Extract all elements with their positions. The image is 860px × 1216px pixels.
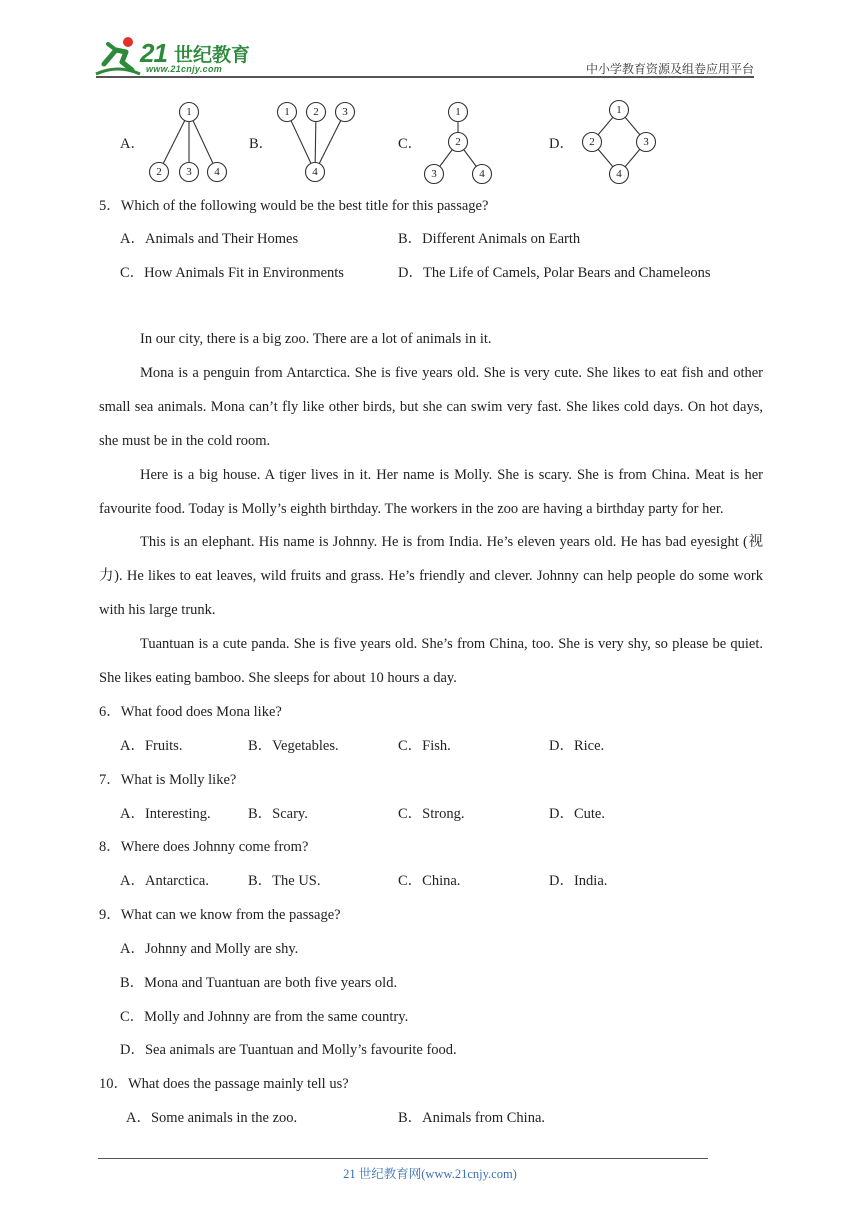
diagram-d-node-3: 3 [643,136,649,148]
runner-icon [94,34,142,78]
diagram-c [420,98,500,186]
q5-option-b: B．Different Animals on Earth [398,231,581,247]
q6-option-b: B．Vegetables. [248,738,339,754]
q6-option-a: A．Fruits. [120,738,183,754]
q5-option-a: A．Animals and Their Homes [120,231,299,247]
q5-option-d: D．The Life of Camels, Polar Bears and Chameleons [398,265,711,281]
q9-stem: 9．What can we know from the passage? [99,907,341,923]
option-b-label: B． [249,136,274,152]
diagram-b-node-4: 4 [312,166,318,178]
q8-option-d: D．India. [549,873,608,889]
diagram-d [574,96,664,188]
option-a-label: A． [120,136,145,152]
q7-option-c: C．Strong. [398,806,465,822]
diagram-b-node-1: 1 [284,106,290,118]
q10-option-b: B．Animals from China. [398,1110,546,1126]
q8-option-c: C．China. [398,873,461,889]
passage-paragraph: Here is a big house. A tiger lives in it. Her name is Molly. She is scary. She is from China. Meat is her favourite food. Today is Molly’s eighth birthday. The workers in the zoo are having a birthday party for her. [99,467,763,517]
q8-option-a: A．Antarctica. [120,873,209,889]
diagram-c-node-4: 4 [479,168,485,180]
passage-paragraph: In our city, there is a big zoo. There are a lot of animals in it. [140,331,492,347]
diagram-c-node-3: 3 [431,168,437,180]
passage-paragraph: Mona is a penguin from Antarctica. She is five years old. She is very cute. She likes to eat fish and other small sea animals. Mona can’t fly like other birds, but she can swim very fast. She likes cold days. On hot days, she must be in the cold room. [99,365,763,449]
q9-option-c: C．Molly and Johnny are from the same country. [120,1009,409,1025]
diagram-c-node-1: 1 [455,106,461,118]
q7-option-d: D．Cute. [549,806,605,822]
footer-text: 21 世纪教育网(www.21cnjy.com) [343,1167,517,1181]
diagram-b [270,98,362,186]
diagram-a-node-1: 1 [186,106,192,118]
logo-number: 21 [140,38,167,68]
q5-option-c: C．How Animals Fit in Environments [120,265,344,281]
diagram-a-node-3: 3 [186,166,192,178]
q8-stem: 8．Where does Johnny come from? [99,839,309,855]
q6-option-d: D．Rice. [549,738,605,754]
q7-option-a: A．Interesting. [120,806,211,822]
diagram-b-node-2: 2 [313,106,319,118]
q9-option-b: B．Mona and Tuantuan are both five years old. [120,975,398,991]
header-platform-text: 中小学教育资源及组卷应用平台 [585,62,754,76]
header-divider [96,76,754,78]
logo-chinese-text: 世纪教育 [174,44,251,66]
q6-stem: 6．What food does Mona like? [99,704,282,720]
diagram-d-node-1: 1 [616,104,622,116]
q8-option-b: B．The US. [248,873,321,889]
footer-divider [98,1158,708,1159]
q7-option-b: B．Scary. [248,806,308,822]
diagram-a [140,98,232,186]
option-c-label: C． [398,136,423,152]
option-d-label: D． [549,136,574,152]
passage-paragraph: Tuantuan is a cute panda. She is five years old. She’s from China, too. She is very shy, so please be quiet. She likes eating bamboo. She sleeps for about 10 hours a day. [99,636,763,686]
diagram-a-node-2: 2 [156,166,162,178]
q7-stem: 7．What is Molly like? [99,772,237,788]
q6-option-c: C．Fish. [398,738,451,754]
passage-paragraph: This is an elephant. His name is Johnny. He is from India. He’s eleven years old. He has bad eyesight (视力). He likes to eat leaves, wild fruits and grass. He’s friendly and clever. Johnny can help people do some work with his large trunk. [99,534,763,618]
site-logo [94,34,264,78]
q5-stem: 5．Which of the following would be the best title for this passage? [99,198,489,214]
diagram-b-node-3: 3 [342,106,348,118]
q10-stem: 10．What does the passage mainly tell us? [99,1076,349,1092]
logo-url: www.21cnjy.com [146,64,223,74]
diagram-d-node-4: 4 [616,168,622,180]
diagram-c-node-2: 2 [455,136,461,148]
q10-option-a: A．Some animals in the zoo. [126,1110,298,1126]
diagram-a-node-4: 4 [214,166,220,178]
q9-option-d: D．Sea animals are Tuantuan and Molly’s favourite food. [120,1042,457,1058]
q9-option-a: A．Johnny and Molly are shy. [120,941,299,957]
diagram-d-node-2: 2 [589,136,595,148]
